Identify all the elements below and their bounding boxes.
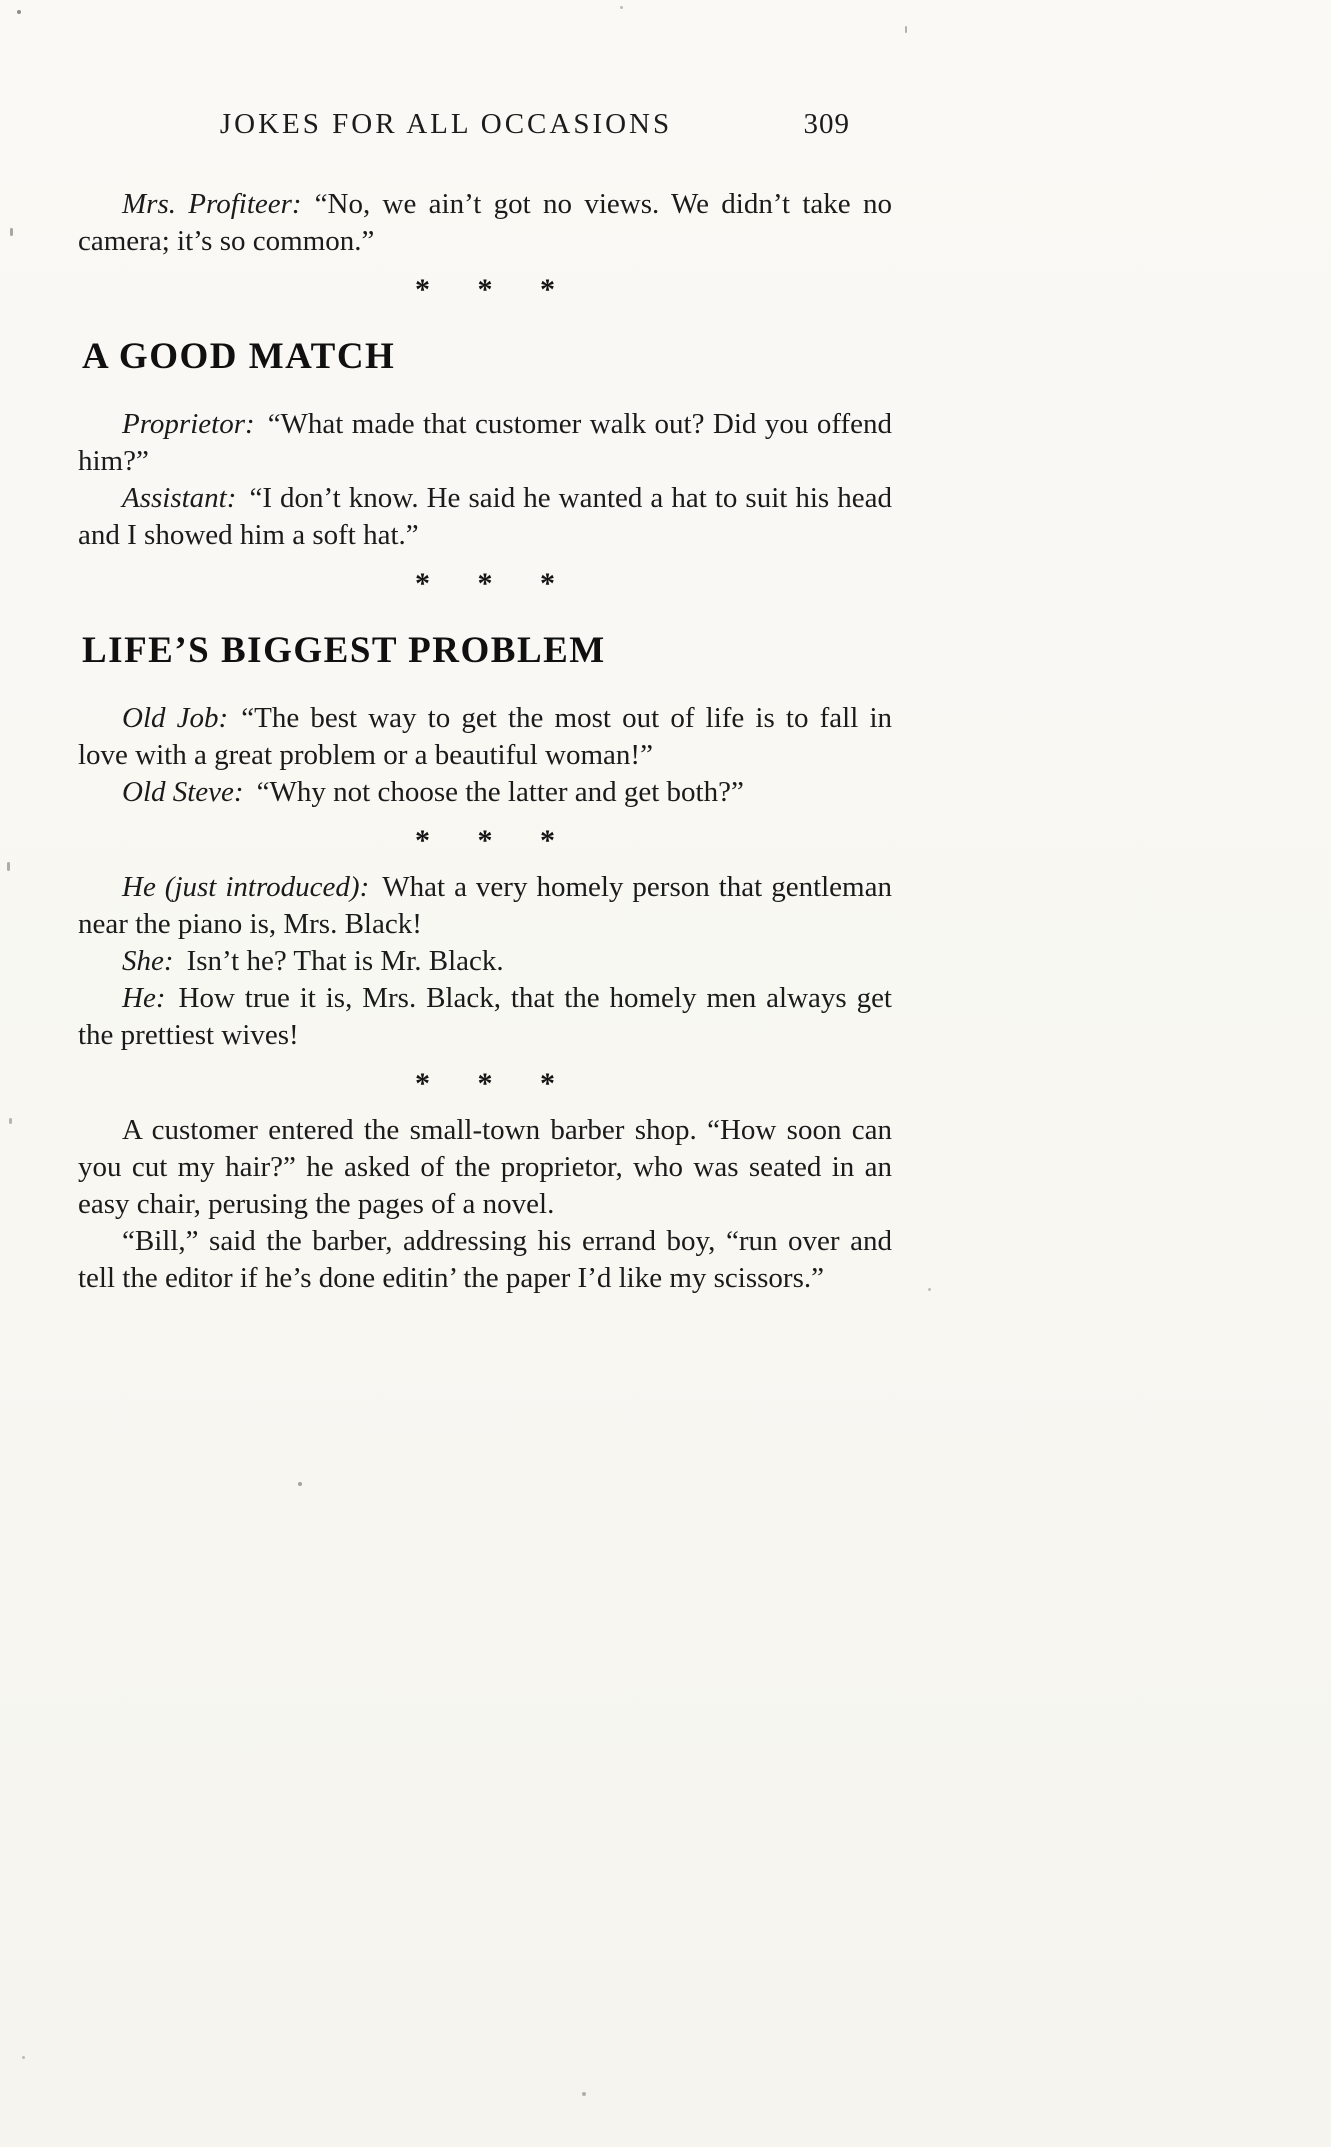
dialog-line: [78, 700, 892, 774]
speaker-name: He (just introduced):: [122, 871, 370, 903]
joke-heading-biggest-problem: LIFE’S BIGGEST PROBLEM: [82, 630, 606, 671]
dialog-text: What a very homely person that gentleman near the piano is, Mrs. Black!: [78, 871, 892, 940]
speaker-name: Proprietor:: [122, 408, 255, 440]
scan-speckle: [22, 2056, 25, 2059]
story-paragraph: A customer entered the small-town barber shop. “How soon can you cut my hair?” he asked of the proprietor, who was seated in an easy chair, perusing the pages of a novel.: [78, 1114, 892, 1220]
scan-speckle: [298, 1482, 302, 1486]
dialog-line: [78, 406, 892, 480]
dialog-text: “I don’t know. He said he wanted a hat to suit his head and I showed him a soft hat.”: [78, 482, 892, 551]
speaker-name: Old Job:: [122, 702, 229, 734]
page-number: 309: [803, 108, 850, 140]
dialog-text: “Why not choose the latter and get both?”: [256, 776, 744, 808]
barber-story: [78, 1112, 892, 1297]
scan-speckle: [9, 1118, 12, 1124]
dialog-line: [78, 186, 892, 260]
dialog-line: [78, 943, 892, 980]
dialog-text: Isn’t he? That is Mr. Black.: [186, 945, 504, 977]
dialog-line: [78, 774, 892, 811]
scan-speckle: [7, 862, 10, 871]
scan-speckle: [905, 26, 907, 33]
joke-heading-good-match: A GOOD MATCH: [82, 336, 396, 377]
speaker-name: Mrs. Profiteer:: [122, 188, 302, 220]
speaker-name: Old Steve:: [122, 776, 244, 808]
running-title: JOKES FOR ALL OCCASIONS: [219, 108, 673, 140]
asterisk-separator: * * *: [415, 273, 555, 306]
scan-speckle: [10, 228, 13, 236]
scan-speckle: [620, 6, 623, 9]
speaker-name: She:: [122, 945, 174, 977]
story-paragraph: “Bill,” said the barber, addressing his errand boy, “run over and tell the editor if he’s done editin’ the paper I’d like my scissors.”: [78, 1225, 892, 1294]
dialog-line: [78, 480, 892, 554]
scan-speckle: [17, 10, 21, 14]
page-header: [78, 108, 892, 148]
text-column: [78, 108, 892, 1297]
dialog-text: “No, we ain’t got no views. We didn’t take no camera; it’s so common.”: [78, 188, 892, 257]
dialog-text: “The best way to get the most out of life is to fall in love with a great problem or a beautiful woman!”: [78, 702, 892, 771]
speaker-name: Assistant:: [122, 482, 237, 514]
dialog-line: [78, 869, 892, 943]
dialog-line: [78, 980, 892, 1054]
scan-speckle: [582, 2092, 586, 2096]
asterisk-separator: * * *: [415, 824, 555, 857]
asterisk-separator: * * *: [415, 567, 555, 600]
speaker-name: He:: [122, 982, 166, 1014]
dialog-text: “What made that customer walk out? Did you offend him?”: [78, 408, 892, 477]
dialog-text: How true it is, Mrs. Black, that the homely men always get the prettiest wives!: [78, 982, 892, 1051]
scan-speckle: [928, 1288, 931, 1291]
asterisk-separator: * * *: [415, 1067, 555, 1100]
